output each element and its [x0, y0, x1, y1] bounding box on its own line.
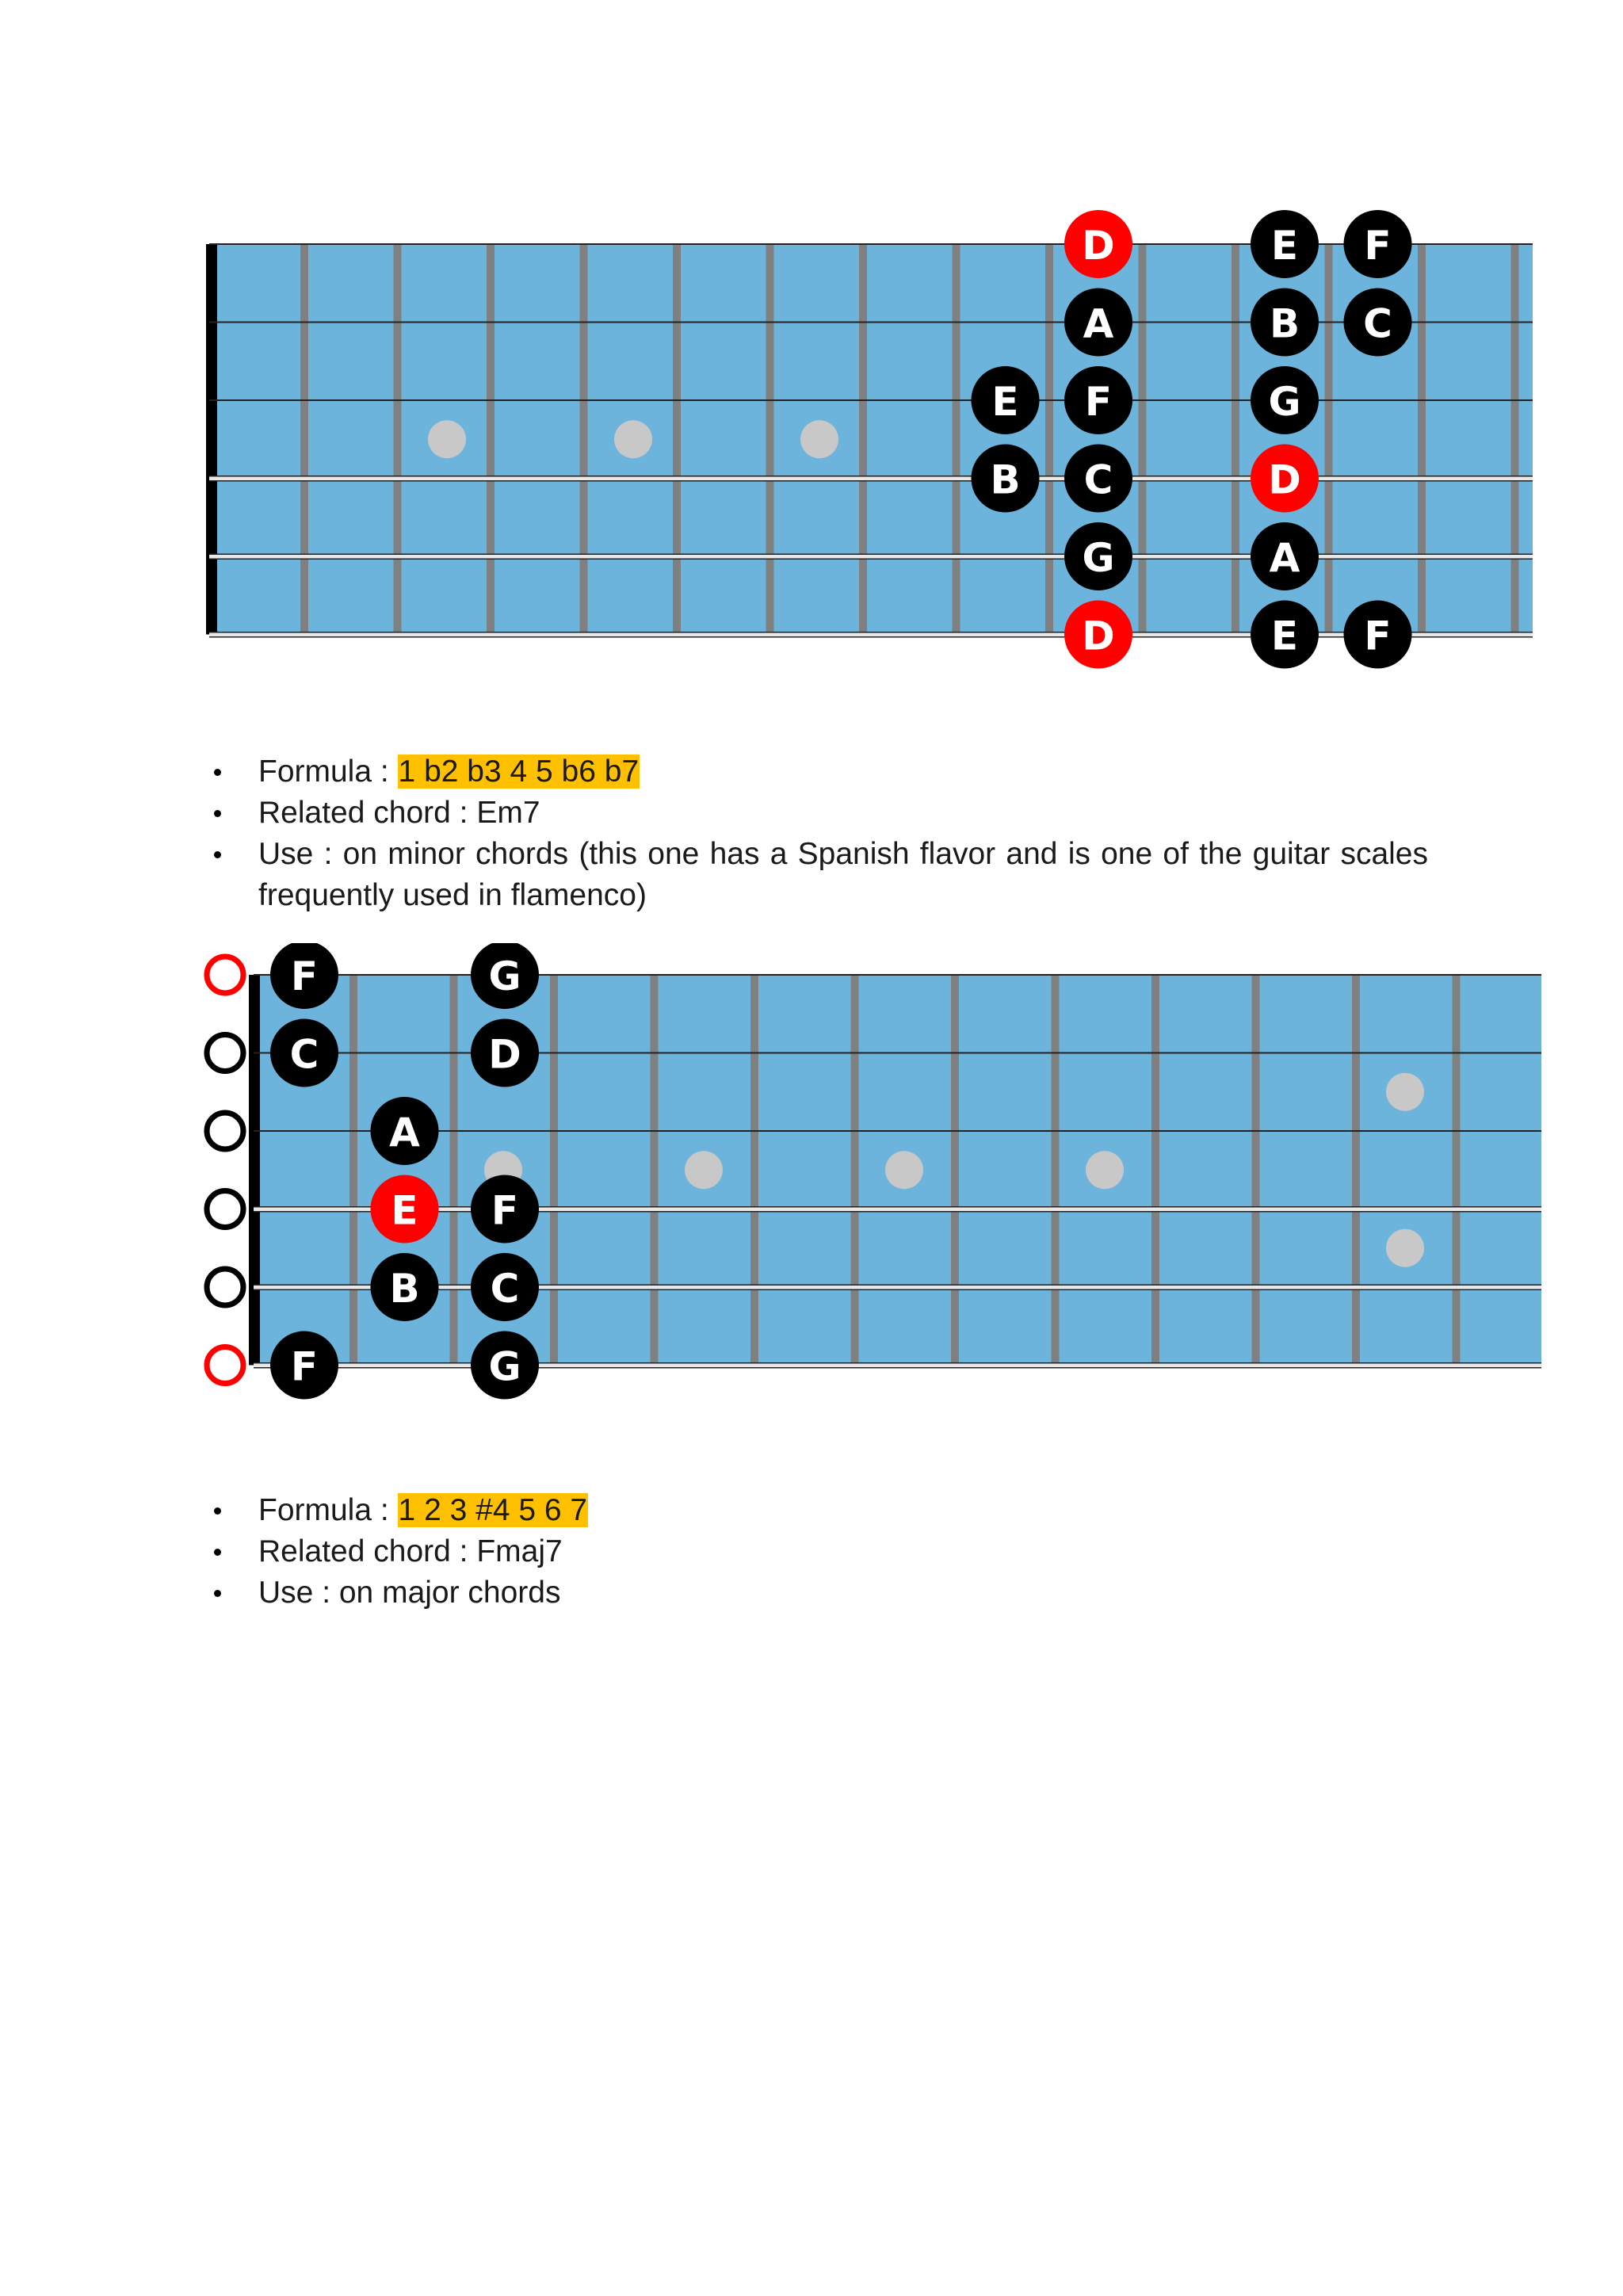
note-marker — [1344, 210, 1412, 278]
note-label: F — [1364, 223, 1392, 269]
fret-wire — [1252, 975, 1260, 1366]
open-string-marker — [207, 1035, 243, 1072]
note-label: B — [389, 1266, 420, 1312]
note-label: E — [1270, 223, 1299, 269]
note-marker — [471, 943, 539, 1009]
guitar-string — [254, 974, 1541, 976]
note-label: E — [391, 1187, 418, 1234]
note-marker — [471, 1019, 539, 1087]
note-marker — [1251, 366, 1319, 434]
fretboard-diagram-1 — [198, 204, 1545, 680]
fret-wire — [349, 975, 357, 1366]
guitar-string — [209, 322, 1533, 323]
formula-item — [208, 751, 1428, 793]
note-marker — [1064, 366, 1132, 434]
note-marker — [1344, 288, 1412, 357]
fret-wire — [1151, 975, 1159, 1366]
string-edge — [209, 632, 1533, 633]
note-marker — [471, 1253, 539, 1321]
note-marker — [1251, 601, 1319, 669]
fretboard-svg-2 — [198, 943, 1545, 1419]
fret-wire — [859, 244, 867, 635]
formula-value: 1 b2 b3 4 5 b6 b7 — [398, 755, 640, 789]
open-string-root-marker — [207, 957, 243, 993]
note-label: G — [1082, 535, 1115, 581]
string-edge — [209, 554, 1533, 556]
note-label: G — [1268, 379, 1301, 425]
note-label: F — [491, 1187, 519, 1234]
fret-wire — [550, 975, 558, 1366]
fret-inlay-dot — [1086, 1151, 1124, 1189]
note-label: A — [1083, 300, 1114, 347]
open-string-marker — [207, 1113, 243, 1149]
note-label: F — [1084, 379, 1113, 425]
guitar-string — [254, 1052, 1541, 1054]
note-label: E — [991, 379, 1019, 425]
fret-wire — [450, 975, 458, 1366]
guitar-string — [209, 476, 1533, 480]
fret-wire — [1052, 975, 1060, 1366]
string-edge — [254, 1367, 1541, 1369]
note-marker — [270, 943, 338, 1009]
fret-inlay-dot — [1386, 1073, 1424, 1111]
guitar-string — [209, 555, 1533, 559]
note-label: D — [1082, 223, 1115, 269]
guitar-string — [254, 1207, 1541, 1211]
guitar-string — [209, 243, 1533, 245]
string-edge — [209, 559, 1533, 560]
note-marker — [270, 1331, 338, 1400]
fret-inlay-dot — [885, 1151, 923, 1189]
formula-item — [208, 1490, 1428, 1531]
fret-wire — [766, 244, 774, 635]
fret-wire — [300, 244, 308, 635]
string-edge — [209, 480, 1533, 482]
note-label: D — [488, 1031, 521, 1078]
fretboard-diagram-2 — [198, 943, 1545, 1419]
root-note-marker — [1064, 601, 1132, 669]
fret-inlay-dot — [428, 420, 466, 458]
fret-wire — [851, 975, 859, 1366]
note-label: A — [1269, 535, 1300, 581]
note-label: F — [290, 953, 319, 999]
note-marker — [1251, 210, 1319, 278]
note-marker — [471, 1175, 539, 1244]
note-label: C — [1083, 457, 1113, 503]
note-marker — [972, 445, 1040, 513]
note-marker — [371, 1253, 439, 1321]
note-label: G — [488, 1343, 521, 1390]
note-marker — [1064, 288, 1132, 357]
fret-wire — [953, 244, 960, 635]
related-chord-item: Related chord : Fmaj7 — [208, 1531, 1428, 1572]
fretboard-svg-1 — [198, 204, 1545, 680]
open-string-marker — [207, 1191, 243, 1228]
note-label: G — [488, 953, 521, 999]
note-marker — [371, 1097, 439, 1165]
note-label: D — [1082, 613, 1115, 659]
note-label: B — [1269, 300, 1300, 347]
fret-wire — [1352, 975, 1360, 1366]
root-note-marker — [371, 1175, 439, 1244]
open-string-marker — [207, 1269, 243, 1305]
note-label: B — [990, 457, 1021, 503]
string-edge — [254, 1211, 1541, 1213]
nut — [206, 244, 217, 635]
note-marker — [1064, 522, 1132, 590]
fret-wire — [951, 975, 959, 1366]
string-edge — [254, 1362, 1541, 1364]
fret-wire — [1418, 244, 1426, 635]
formula-label: Formula : — [258, 1493, 398, 1527]
formula-label: Formula : — [258, 755, 398, 789]
string-edge — [209, 636, 1533, 638]
fretboard-body — [209, 244, 1533, 635]
fret-inlay-dot — [614, 420, 652, 458]
scale-info-list-1 — [208, 751, 1428, 916]
note-marker — [471, 1331, 539, 1400]
note-label: C — [490, 1266, 520, 1312]
note-label: C — [1363, 300, 1392, 347]
note-label: A — [389, 1110, 420, 1156]
use-item: Use : on major chords — [208, 1572, 1428, 1614]
guitar-string — [254, 1130, 1541, 1132]
guitar-string — [254, 1286, 1541, 1289]
guitar-string — [254, 1363, 1541, 1367]
fret-inlay-dot — [685, 1151, 723, 1189]
fret-wire — [394, 244, 402, 635]
fret-wire — [1511, 244, 1519, 635]
note-label: D — [1268, 457, 1301, 503]
string-edge — [254, 1285, 1541, 1286]
scale-info-list-2 — [208, 1490, 1428, 1614]
note-label: C — [289, 1031, 319, 1078]
guitar-string — [209, 399, 1533, 401]
fret-wire — [750, 975, 758, 1366]
note-label: E — [1270, 613, 1299, 659]
note-marker — [1344, 601, 1412, 669]
fret-inlay-dot — [800, 420, 838, 458]
nut — [249, 975, 260, 1366]
note-label: F — [290, 1343, 319, 1390]
fret-wire — [1453, 975, 1461, 1366]
string-edge — [254, 1206, 1541, 1208]
fret-wire — [1045, 244, 1053, 635]
note-marker — [1064, 445, 1132, 513]
fret-wire — [1232, 244, 1239, 635]
fret-wire — [1325, 244, 1333, 635]
string-edge — [209, 476, 1533, 477]
related-chord-item: Related chord : Em7 — [208, 793, 1428, 834]
guitar-string — [209, 632, 1533, 636]
fret-wire — [580, 244, 588, 635]
note-marker — [270, 1019, 338, 1087]
formula-value: 1 2 3 #4 5 6 7 — [398, 1493, 588, 1527]
use-item: Use : on minor chords (this one has a Spanish flavor and is one of the guitar scales frequently used in flamenco) — [208, 834, 1428, 916]
fret-wire — [487, 244, 495, 635]
open-string-root-marker — [207, 1347, 243, 1384]
note-marker — [1251, 522, 1319, 590]
fret-wire — [673, 244, 681, 635]
string-edge — [254, 1289, 1541, 1291]
note-marker — [1251, 288, 1319, 357]
fret-wire — [651, 975, 659, 1366]
note-marker — [972, 366, 1040, 434]
root-note-marker — [1064, 210, 1132, 278]
fret-wire — [1139, 244, 1147, 635]
fret-inlay-dot — [1386, 1229, 1424, 1267]
root-note-marker — [1251, 445, 1319, 513]
note-label: F — [1364, 613, 1392, 659]
